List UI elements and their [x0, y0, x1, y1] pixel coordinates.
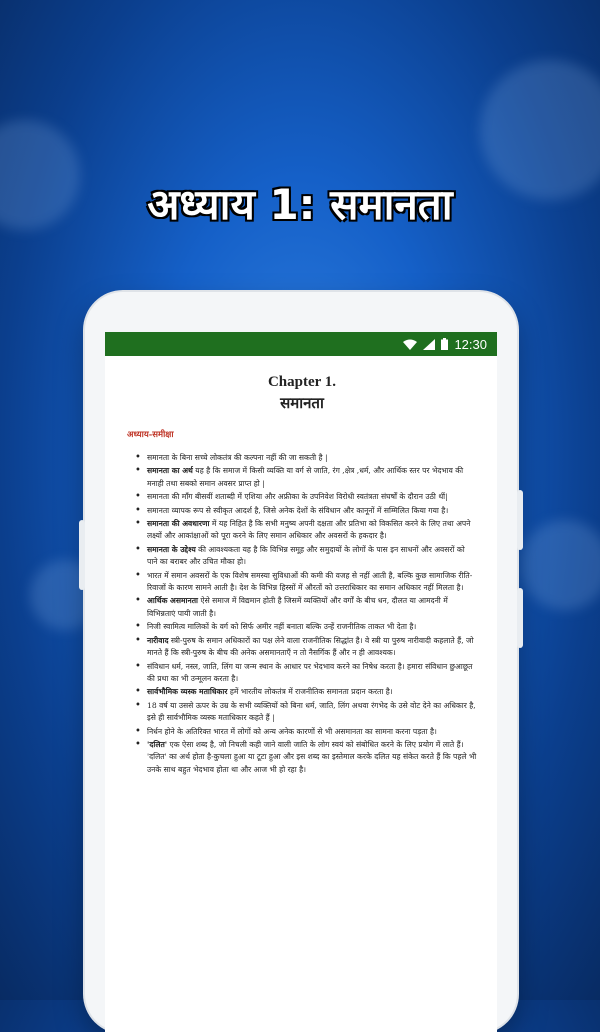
phone-mockup	[85, 292, 517, 1032]
battery-icon	[441, 338, 448, 350]
list-item: • समानता व्यापक रूप से स्वीकृत आदर्श है, जिसे अनेक देशों के संविधान और कानूनों में सम्मिलित किया गया है।	[133, 505, 477, 517]
wifi-icon	[403, 339, 417, 350]
list-item: • समानता के बिना सच्चे लोकतंत्र की कल्पना नहीं की जा सकती है |	[133, 452, 477, 464]
list-item: • आर्थिक असमानता ऐसे समाज में विद्यमान होती है जिसमें व्यक्तियों और वर्गों के बीच धन, दौलत या आमदनी में विभिन्नताएं पायी जाती है।	[133, 595, 477, 620]
list-item: • संविधान धर्म, नस्ल, जाति, लिंग या जन्म स्थान के आधार पर भेदभाव करने का निषेध करता है। हमारा संविधान छुआछूत की प्रथा का भी उन्मूलन करता है।	[133, 661, 477, 686]
status-bar	[105, 332, 497, 356]
list-item: • सार्वभौमिक व्यस्क मताधिकार हमें भारतीय लोकतंत्र में राजनीतिक समानता प्रदान करता है।	[133, 686, 477, 698]
list-item: • निजी स्वामित्व मालिकों के वर्ग को सिर्फ अमीर नहीं बनाता बल्कि उन्हें राजनीतिक ताकत भी देता है।	[133, 621, 477, 633]
list-item: • भारत में समान अवसरों के एक विशेष समस्या सुविधाओं की कमी की वजह से नहीं आती है, बल्कि कुछ सामाजिक रीति-रिवाजों के कारण सामने आती है। देश के विभिन्न हिस्सों में औरतों को उत्तराधिकार का समान अधिकार नहीं मिलता है।	[133, 570, 477, 595]
list-item: • 18 वर्ष या उससे ऊपर के उम्र के सभी व्यक्तियों को बिना धर्म, जाति, लिंग अथवा रंगभेद के उसे वोट देने का अधिकार है, इसे ही सार्वभौमिक व्यस्क मताधिकार कहते हैं |	[133, 700, 477, 725]
list-item: • समानता के उद्देश्य की आवश्यकता यह है कि विभिन्न समूह और समुदायों के लोगों के पास इन साधनों और अवसरों को पाने का बराबर और उचित मौका हो।	[133, 544, 477, 569]
headline: अध्याय 1: समानता	[147, 180, 453, 229]
section-heading: अध्याय-समीक्षा	[127, 430, 174, 440]
list-item: • समानता की माँग बीसवीं शताब्दी में एशिया और अफ्रीका के उपनिवेश विरोधी स्वतंत्रता संघर्षों के दौरान उठी थीं|	[133, 491, 477, 503]
chapter-subtitle: समानता	[280, 394, 324, 412]
phone-side-button	[517, 490, 523, 550]
phone-screen	[105, 332, 497, 1032]
list-item: • 'दलित' एक ऐसा शब्द है, जो निचली कही जाने वाली जाति के लोग स्वयं को संबोधित करने के लिए प्रयोग में लाते हैं। 'दलित' का अर्थ होता है-कुचला हुआ या टूटा हुआ और इस शब्द का इस्तेमाल करके दलित यह संकेत करते हैं कि पहले भी उनके साथ बहुत भेदभाव होता था और आज भी हो रहा है।	[133, 739, 477, 776]
document-content	[105, 356, 497, 776]
status-time: 12:30	[454, 336, 487, 352]
chapter-title: Chapter 1.	[267, 374, 337, 390]
list-item: • नारीवाद स्त्री-पुरुष के समान अधिकारों का पक्ष लेने वाला राजनीतिक सिद्धांत है। वे स्त्री या पुरुष नारीवादी कहलाते हैं, जो मानते हैं कि स्त्री-पुरुष के बीच की अनेक असमानताएँ न तो नैसर्गिक हैं और न ही आवश्यक।	[133, 635, 477, 660]
summary-list	[127, 452, 477, 776]
phone-side-button	[79, 520, 85, 590]
list-item: • समानता का अर्थ यह है कि समाज में किसी व्यक्ति या वर्ग से जाति, रंग ,क्षेत्र ,धर्म, और आर्थिक स्तर पर भेदभाव की मनाही तथा सबको समान अवसर प्राप्त हो |	[133, 465, 477, 490]
list-item: • निर्धन होने के अतिरिक्त भारत में लोगों को अन्य अनेक कारणों से भी असमानता का सामना करना पड़ता है।	[133, 726, 477, 738]
list-item: • समानता की अवधारणा में यह निहित है कि सभी मनुष्य अपनी दक्षता और प्रतिभा को विकसित करने के लिए तथा अपने लक्ष्यों और आकांक्षाओं को पूरा करने के लिए समान अधिकार और अवसरों के हकदार है।	[133, 518, 477, 543]
bokeh-light	[520, 520, 600, 610]
signal-icon	[423, 339, 435, 350]
phone-side-button	[517, 588, 523, 648]
